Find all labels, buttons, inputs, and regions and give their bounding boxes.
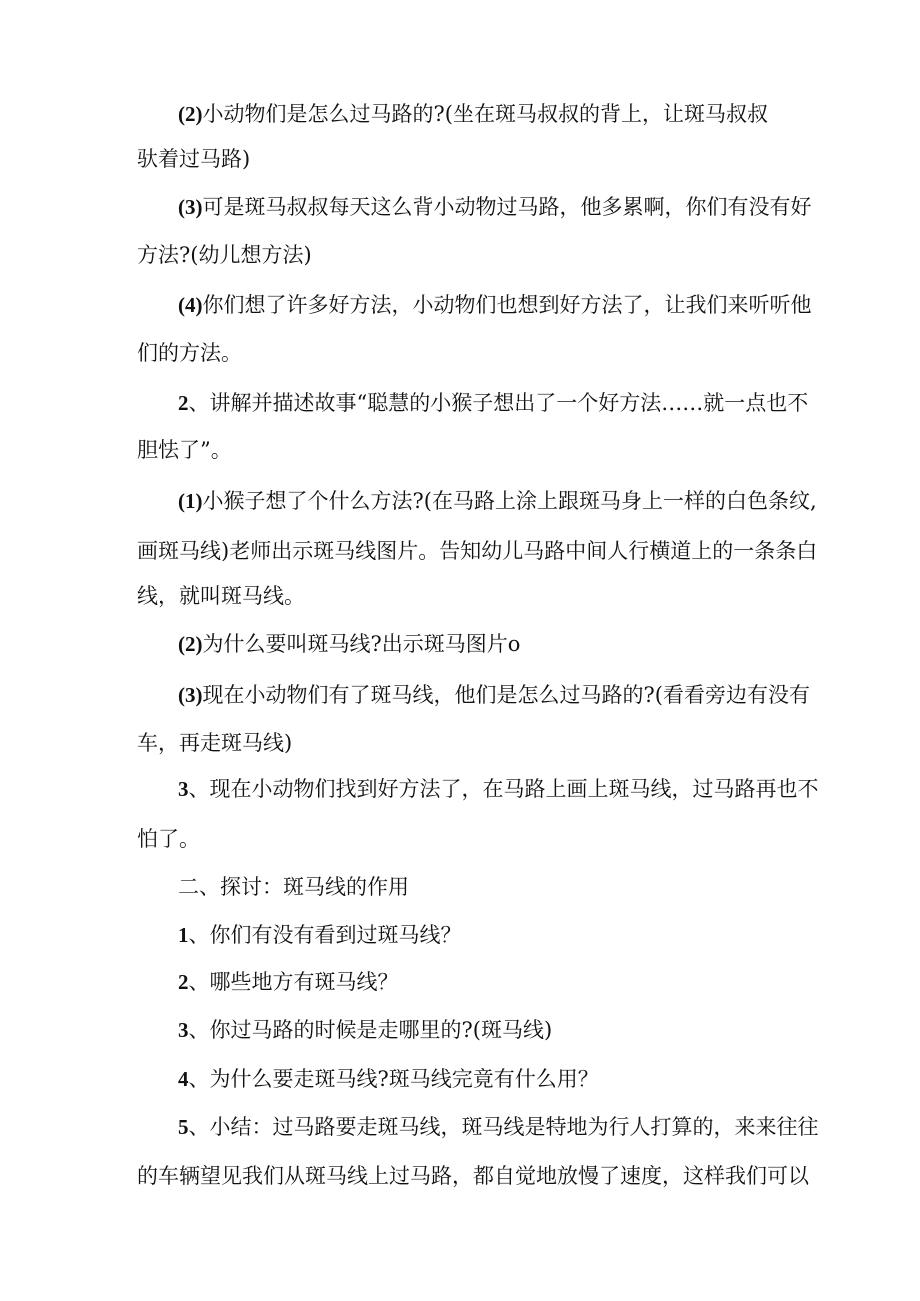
paragraph-text: 、你们有没有看到过斑马线？ bbox=[188, 923, 462, 947]
paragraph-line bbox=[178, 1017, 552, 1043]
paragraph-number: 1 bbox=[178, 923, 189, 947]
paragraph-number: (3) bbox=[178, 195, 203, 219]
paragraph-text: 、现在小动物们找到好方法了，在马路上画上斑马线，过马路再也不 bbox=[188, 777, 819, 801]
paragraph-line bbox=[137, 146, 250, 172]
section-heading-text: 二、探讨：斑马线的作用 bbox=[178, 875, 409, 899]
paragraph-text: 们的方法。 bbox=[137, 341, 242, 365]
paragraph-line bbox=[178, 631, 520, 657]
paragraph-line bbox=[178, 682, 810, 708]
paragraph-text: 你们想了许多好方法，小动物们也想到好方法了，让我们来听听他 bbox=[202, 293, 812, 317]
paragraph-number: 3 bbox=[178, 777, 189, 801]
paragraph-text: 画斑马线)老师出示斑马线图片。告知幼儿马路中间人行横道上的一条条白 bbox=[137, 539, 818, 563]
paragraph-line bbox=[137, 538, 817, 564]
paragraph-line bbox=[178, 1114, 819, 1140]
paragraph-line bbox=[137, 1163, 809, 1189]
section-heading bbox=[178, 874, 409, 900]
paragraph-line bbox=[178, 1066, 599, 1092]
paragraph-line bbox=[137, 826, 200, 852]
paragraph-text: 方法?(幼儿想方法) bbox=[137, 243, 312, 267]
paragraph-text: 小猴子想了个什么方法?(在马路上涂上跟斑马身上一样的白色条纹, bbox=[202, 489, 817, 513]
paragraph-text: 、你过马路的时候是走哪里的?(斑马线) bbox=[188, 1018, 553, 1042]
paragraph-line bbox=[178, 101, 768, 127]
paragraph-text: 线，就叫斑马线。 bbox=[137, 584, 305, 608]
paragraph-text: 小动物们是怎么过马路的?(坐在斑马叔叔的背上，让斑马叔叔 bbox=[202, 102, 768, 126]
paragraph-number: 5 bbox=[178, 1115, 189, 1139]
paragraph-line bbox=[178, 194, 812, 220]
paragraph-number: (2) bbox=[178, 632, 203, 656]
paragraph-text: 车，再走斑马线) bbox=[137, 731, 293, 755]
paragraph-number: (3) bbox=[178, 683, 203, 707]
paragraph-text: 、小结：过马路要走斑马线，斑马线是特地为行人打算的，来来往往 bbox=[188, 1115, 819, 1139]
paragraph-number: 3 bbox=[178, 1018, 189, 1042]
paragraph-line bbox=[178, 488, 817, 514]
paragraph-line bbox=[137, 340, 242, 366]
paragraph-line bbox=[137, 730, 292, 756]
paragraph-line bbox=[178, 776, 819, 802]
paragraph-text: 、为什么要走斑马线?斑马线完竟有什么用？ bbox=[188, 1067, 599, 1091]
paragraph-text: 为什么要叫斑马线?出示斑马图片o bbox=[202, 632, 521, 656]
paragraph-text: 怕了。 bbox=[137, 827, 200, 851]
paragraph-line bbox=[178, 292, 812, 318]
paragraph-line bbox=[137, 583, 305, 609]
paragraph-line bbox=[178, 969, 399, 995]
paragraph-line bbox=[178, 922, 462, 948]
paragraph-line bbox=[137, 242, 312, 268]
paragraph-number: (2) bbox=[178, 102, 203, 126]
paragraph-line bbox=[137, 437, 232, 463]
paragraph-text: 、讲解并描述故事“聪慧的小猴子想出了一个好方法……就一点也不 bbox=[188, 391, 809, 415]
paragraph-text: 的车辆望见我们从斑马线上过马路，都自觉地放慢了速度，这样我们可以 bbox=[137, 1164, 809, 1188]
paragraph-number: 4 bbox=[178, 1067, 189, 1091]
paragraph-number: 2 bbox=[178, 391, 189, 415]
paragraph-text: 驮着过马路) bbox=[137, 147, 251, 171]
paragraph-number: (1) bbox=[178, 489, 203, 513]
paragraph-number: (4) bbox=[178, 293, 203, 317]
paragraph-text: 现在小动物们有了斑马线，他们是怎么过马路的?(看看旁边有没有 bbox=[202, 683, 810, 707]
paragraph-text: 可是斑马叔叔每天这么背小动物过马路，他多累啊，你们有没有好 bbox=[202, 195, 812, 219]
paragraph-number: 2 bbox=[178, 970, 189, 994]
paragraph-text: 胆怯了”。 bbox=[137, 438, 232, 462]
paragraph-text: 、哪些地方有斑马线？ bbox=[188, 970, 399, 994]
paragraph-line bbox=[178, 390, 808, 416]
